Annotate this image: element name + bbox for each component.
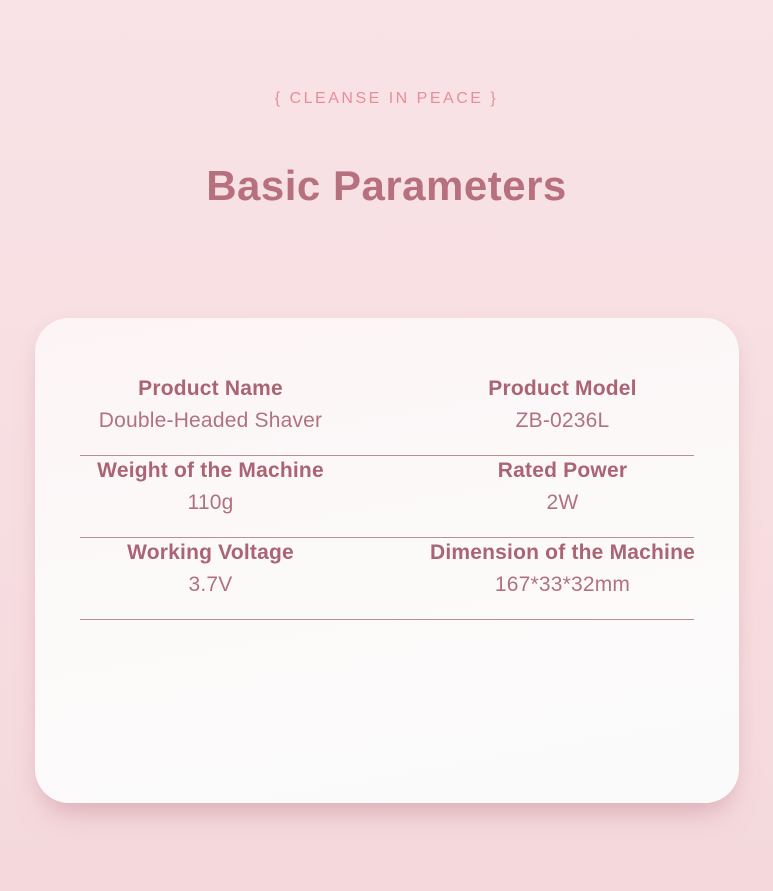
spec-value: 110g xyxy=(187,491,234,514)
spec-value: ZB-0236L xyxy=(515,409,610,432)
spec-row-2 xyxy=(35,456,739,519)
spec-cell-product-name xyxy=(35,374,387,437)
spec-cell-rated-power xyxy=(387,456,739,519)
brand-tagline: { CLEANSE IN PEACE } xyxy=(274,90,499,107)
spec-label: Weight of the Machine xyxy=(97,459,324,482)
spec-label: Product Model xyxy=(488,377,637,400)
row-divider xyxy=(80,619,694,620)
spec-cell-working-voltage xyxy=(35,538,387,601)
spec-label: Dimension of the Machine xyxy=(430,541,695,564)
spec-label: Working Voltage xyxy=(127,541,294,564)
spec-cell-weight xyxy=(35,456,387,519)
spec-label: Rated Power xyxy=(497,459,628,482)
spec-value: 167*33*32mm xyxy=(494,573,631,596)
spec-value: Double-Headed Shaver xyxy=(98,409,323,432)
page-title: Basic Parameters xyxy=(206,162,567,209)
spec-row-3 xyxy=(35,538,739,601)
spec-cell-dimension xyxy=(387,538,739,601)
spec-card xyxy=(35,318,739,803)
spec-label: Product Name xyxy=(138,377,283,400)
spec-cell-product-model xyxy=(387,374,739,437)
spec-value: 3.7V xyxy=(188,573,233,596)
spec-value: 2W xyxy=(546,491,579,514)
spec-row-1 xyxy=(35,374,739,437)
